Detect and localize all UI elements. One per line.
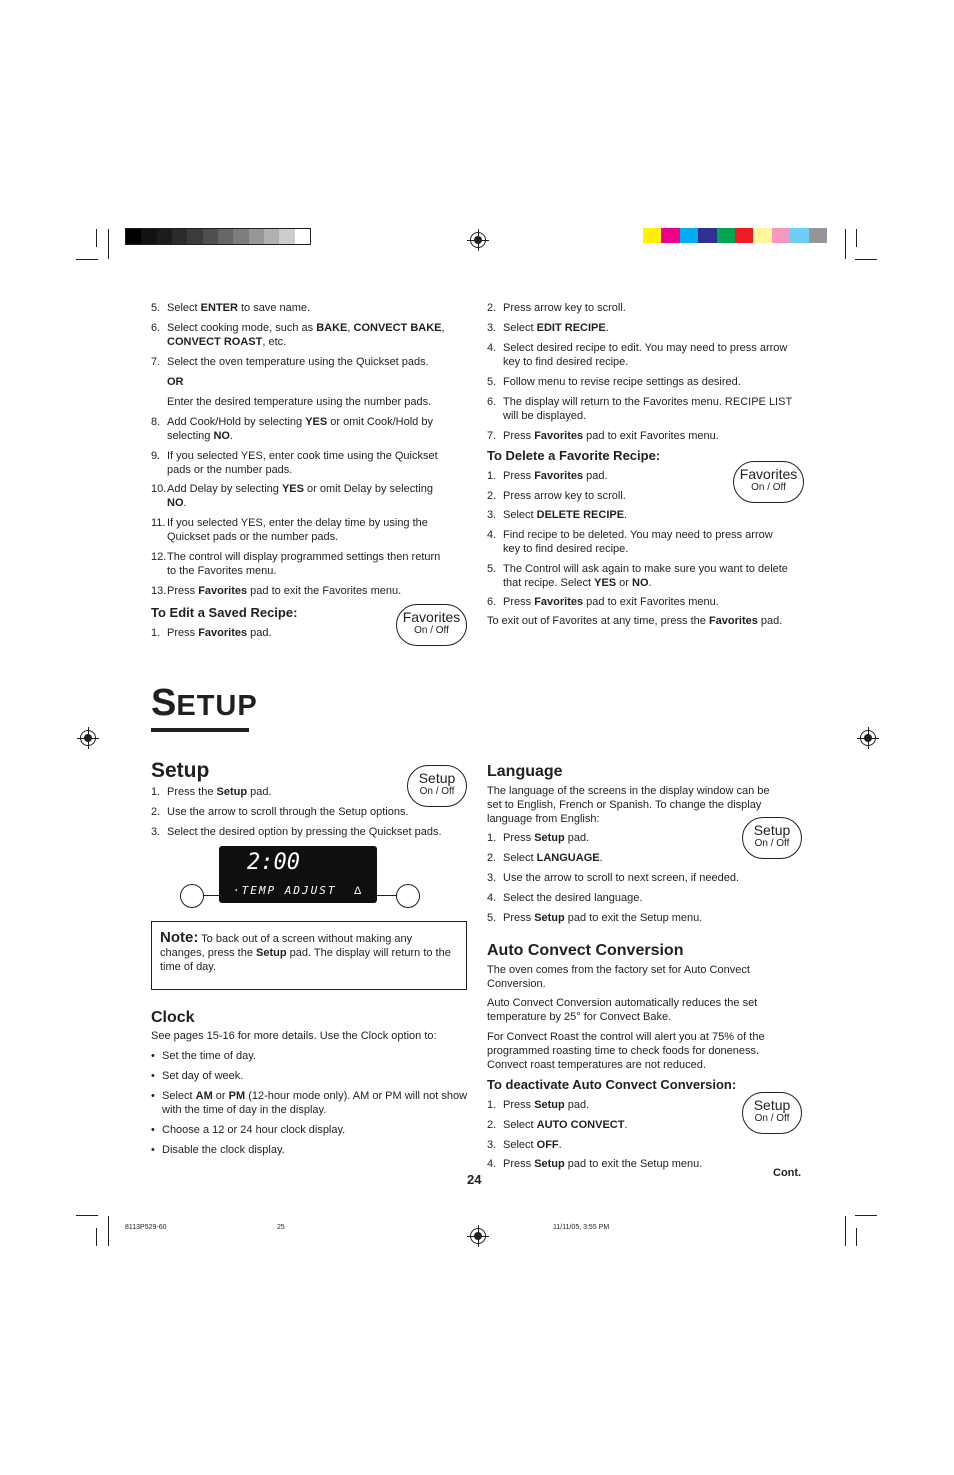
gray-calibration-bar bbox=[125, 228, 311, 245]
gray-swatch bbox=[172, 229, 188, 244]
item-text: Press arrow key to scroll. bbox=[503, 302, 626, 314]
bullet-icon: • bbox=[151, 1050, 155, 1062]
pad-sublabel: On / Off bbox=[419, 786, 455, 797]
list-item bbox=[151, 516, 451, 544]
item-text: Press Favorites pad to exit the Favorites menu. bbox=[167, 585, 402, 597]
item-number: 13. bbox=[151, 585, 167, 597]
item-number: 4. bbox=[487, 529, 497, 541]
gray-swatch bbox=[157, 229, 173, 244]
list-item bbox=[151, 805, 461, 819]
continued-label: Cont. bbox=[773, 1167, 802, 1179]
gray-swatch bbox=[264, 229, 280, 244]
gray-swatch bbox=[233, 229, 249, 244]
item-text: Press Setup pad to exit the Setup menu. bbox=[503, 1158, 703, 1170]
list-item bbox=[151, 449, 451, 477]
item-number: 1. bbox=[151, 786, 161, 798]
list-item bbox=[487, 528, 792, 556]
section-title-underline bbox=[151, 728, 249, 732]
pad-label: Setup bbox=[753, 822, 791, 838]
registration-mark-icon bbox=[470, 1228, 486, 1244]
display-message: ·TEMP ADJUST bbox=[233, 884, 337, 897]
list-item bbox=[487, 562, 792, 590]
list-item bbox=[151, 395, 451, 409]
item-number: 5. bbox=[151, 302, 161, 314]
gray-swatch bbox=[187, 229, 203, 244]
item-text: Select LANGUAGE. bbox=[503, 852, 603, 864]
item-text: Add Delay by selecting YES or omit Delay by selecting NO. bbox=[167, 483, 433, 509]
color-swatch bbox=[661, 228, 680, 243]
item-text: Select AM or PM (12-hour mode only). AM or PM will not show with the time of day in the display. bbox=[162, 1090, 468, 1116]
item-text: Select DELETE RECIPE. bbox=[503, 509, 628, 521]
item-number: 7. bbox=[487, 430, 497, 442]
auto-convect-p1: The oven comes from the factory set for Auto Convect Conversion. bbox=[487, 964, 750, 990]
item-text: If you selected YES, enter the delay time by using the Quickset pads or the number pads. bbox=[167, 517, 428, 543]
list-item bbox=[487, 395, 807, 423]
color-swatch bbox=[643, 228, 662, 243]
display-connector-line bbox=[377, 895, 396, 896]
item-number: 8. bbox=[151, 416, 161, 428]
bullet-item bbox=[151, 1143, 471, 1157]
item-text: Press Setup pad. bbox=[503, 1099, 590, 1111]
item-number: 2. bbox=[487, 490, 497, 502]
slug-page: 25 bbox=[277, 1224, 285, 1231]
list-item bbox=[487, 301, 807, 315]
item-number: 5. bbox=[487, 376, 497, 388]
item-text: Press Favorites pad to exit Favorites menu. bbox=[503, 596, 719, 608]
gray-swatch bbox=[279, 229, 295, 244]
item-text: Press Favorites pad. bbox=[167, 627, 272, 639]
bullet-item bbox=[151, 1123, 471, 1137]
item-text: Use the arrow to scroll to next screen, if needed. bbox=[503, 872, 740, 884]
section-title-rest: ETUP bbox=[176, 690, 258, 722]
display-connector-line bbox=[204, 895, 219, 896]
item-text: Enter the desired temperature using the number pads. bbox=[167, 396, 432, 408]
item-text: If you selected YES, enter cook time using the Quickset pads or the number pads. bbox=[167, 450, 438, 476]
section-title-initial: S bbox=[151, 682, 177, 724]
registration-mark-icon bbox=[80, 730, 96, 746]
pad-sublabel: On / Off bbox=[751, 482, 786, 493]
item-number: 1. bbox=[487, 1099, 497, 1111]
list-item bbox=[487, 429, 807, 443]
pad-label: Favorites bbox=[402, 609, 461, 625]
list-item bbox=[487, 911, 787, 925]
item-number: 2. bbox=[487, 302, 497, 314]
item-text: Select the oven temperature using the Quickset pads. bbox=[167, 356, 429, 368]
item-number: 1. bbox=[487, 470, 497, 482]
item-number: 9. bbox=[151, 450, 161, 462]
language-heading: Language bbox=[487, 763, 563, 780]
gray-swatch bbox=[249, 229, 265, 244]
list-item bbox=[487, 341, 807, 369]
item-text: The control will display programmed settings then return to the Favorites menu. bbox=[167, 551, 441, 577]
item-text: Select cooking mode, such as BAKE, CONVECT BAKE, CONVECT ROAST, etc. bbox=[167, 322, 445, 348]
color-swatch bbox=[809, 228, 828, 243]
item-number: 5. bbox=[487, 563, 497, 575]
item-number: 2. bbox=[151, 806, 161, 818]
item-text: The Control will ask again to make sure you want to delete that recipe. Select YES or NO. bbox=[503, 563, 788, 589]
color-swatch bbox=[680, 228, 699, 243]
item-number: 3. bbox=[487, 322, 497, 334]
auto-convect-heading: Auto Convect Conversion bbox=[487, 942, 684, 959]
item-number: 4. bbox=[487, 342, 497, 354]
page-number: 24 bbox=[467, 1172, 482, 1187]
item-text: Select EDIT RECIPE. bbox=[503, 322, 609, 334]
item-number: 3. bbox=[151, 826, 161, 838]
color-swatch bbox=[772, 228, 791, 243]
list-item bbox=[151, 825, 461, 839]
exit-favorites-note: To exit out of Favorites at any time, press the Favorites pad. bbox=[487, 615, 783, 627]
gray-swatch bbox=[203, 229, 219, 244]
list-item bbox=[151, 321, 451, 349]
auto-convect-p3: For Convect Roast the control will alert you at 75% of the programmed roasting time to check foods for doneness. Convect roast temperatures are not reduced. bbox=[487, 1031, 765, 1071]
display-time: 2:00 bbox=[247, 850, 300, 875]
pad-sublabel: On / Off bbox=[754, 1113, 790, 1124]
favorites-on-off-button[interactable] bbox=[396, 604, 467, 646]
right-quickset-button[interactable] bbox=[396, 884, 420, 908]
item-number: 6. bbox=[151, 322, 161, 334]
deactivate-heading: To deactivate Auto Convect Conversion: bbox=[487, 1077, 737, 1092]
list-item bbox=[151, 584, 451, 598]
list-item bbox=[151, 415, 451, 443]
list-item bbox=[151, 626, 391, 640]
item-text: Find recipe to be deleted. You may need to press arrow key to find desired recipe. bbox=[503, 529, 773, 555]
list-item bbox=[151, 550, 451, 578]
item-text: Press Favorites pad. bbox=[503, 470, 608, 482]
item-number: 4. bbox=[487, 892, 497, 904]
item-text: The display will return to the Favorites menu. RECIPE LIST will be displayed. bbox=[503, 396, 792, 422]
list-item bbox=[487, 1118, 767, 1132]
item-text: Select OFF. bbox=[503, 1139, 562, 1151]
list-item bbox=[487, 1098, 767, 1112]
bullet-icon: • bbox=[151, 1070, 155, 1082]
slug-date: 11/11/05, 3:55 PM bbox=[553, 1224, 610, 1231]
list-item bbox=[487, 508, 792, 522]
item-text: Press the Setup pad. bbox=[167, 786, 272, 798]
delete-favorite-heading: To Delete a Favorite Recipe: bbox=[487, 448, 661, 463]
note-text: To back out of a screen without making any changes, press the Setup pad. The display will return to the time of day. bbox=[160, 933, 451, 973]
list-item bbox=[487, 321, 807, 335]
color-swatch bbox=[753, 228, 772, 243]
gray-swatch bbox=[141, 229, 157, 244]
registration-mark-icon bbox=[860, 730, 876, 746]
bullet-item bbox=[151, 1069, 471, 1083]
favorites-on-off-button[interactable] bbox=[733, 461, 804, 503]
pad-label: Favorites bbox=[739, 466, 798, 482]
item-number: 11. bbox=[151, 517, 166, 529]
item-number: 6. bbox=[487, 396, 497, 408]
item-number: 4. bbox=[487, 1158, 497, 1170]
bullet-icon: • bbox=[151, 1144, 155, 1156]
list-item bbox=[487, 1157, 767, 1171]
item-text: Disable the clock display. bbox=[162, 1144, 285, 1156]
color-swatch bbox=[698, 228, 717, 243]
item-number: 12. bbox=[151, 551, 167, 563]
item-text: Choose a 12 or 24 hour clock display. bbox=[162, 1124, 346, 1136]
item-number: 2. bbox=[487, 852, 497, 864]
item-text: OR bbox=[167, 376, 184, 388]
item-number: 3. bbox=[487, 872, 497, 884]
edit-saved-recipe-heading: To Edit a Saved Recipe: bbox=[151, 605, 298, 620]
list-item bbox=[487, 595, 792, 609]
bullet-icon: • bbox=[151, 1090, 155, 1102]
list-item bbox=[151, 355, 451, 369]
color-swatch bbox=[717, 228, 736, 243]
oven-display-panel bbox=[219, 846, 377, 903]
note-box bbox=[151, 921, 467, 990]
setup-heading: Setup bbox=[151, 759, 210, 782]
item-text: Add Cook/Hold by selecting YES or omit Cook/Hold by selecting NO. bbox=[167, 416, 433, 442]
item-text: Select ENTER to save name. bbox=[167, 302, 311, 314]
item-text: Press Favorites pad to exit Favorites menu. bbox=[503, 430, 719, 442]
item-number: 1. bbox=[151, 627, 161, 639]
list-item bbox=[487, 375, 807, 389]
display-arrow-indicator: Δ bbox=[354, 885, 362, 897]
color-calibration-bar bbox=[643, 228, 827, 243]
item-number: 1. bbox=[487, 832, 497, 844]
gray-swatch bbox=[295, 229, 311, 244]
gray-swatch bbox=[126, 229, 142, 244]
pad-label: Setup bbox=[418, 770, 456, 786]
item-text: Set day of week. bbox=[162, 1070, 244, 1082]
list-item bbox=[487, 891, 787, 905]
list-item bbox=[151, 785, 461, 799]
item-number: 2. bbox=[487, 1119, 497, 1131]
item-text: Select desired recipe to edit. You may need to press arrow key to find desired recipe. bbox=[503, 342, 788, 368]
bullet-icon: • bbox=[151, 1124, 155, 1136]
item-text: Use the arrow to scroll through the Setup options. bbox=[167, 806, 409, 818]
item-number: 10. bbox=[151, 483, 167, 495]
auto-convect-p2: Auto Convect Conversion automatically reduces the set temperature by 25° for Convect Bake. bbox=[487, 997, 758, 1023]
item-text: Press Setup pad to exit the Setup menu. bbox=[503, 912, 703, 924]
item-number: 5. bbox=[487, 912, 497, 924]
item-text: Press arrow key to scroll. bbox=[503, 490, 626, 502]
list-item bbox=[487, 871, 787, 885]
item-text: Select the desired option by pressing the Quickset pads. bbox=[167, 826, 442, 838]
item-text: Press Setup pad. bbox=[503, 832, 590, 844]
clock-heading: Clock bbox=[151, 1009, 195, 1026]
item-number: 3. bbox=[487, 1139, 497, 1151]
bullet-item bbox=[151, 1089, 471, 1117]
gray-swatch bbox=[218, 229, 234, 244]
pad-label: Setup bbox=[753, 1097, 791, 1113]
list-item bbox=[151, 301, 451, 315]
pad-sublabel: On / Off bbox=[414, 625, 449, 636]
color-swatch bbox=[735, 228, 754, 243]
slug-file-name: 8113P529-60 bbox=[125, 1224, 167, 1231]
item-text: Follow menu to revise recipe settings as desired. bbox=[503, 376, 741, 388]
registration-mark-icon bbox=[470, 232, 486, 248]
list-item bbox=[487, 831, 787, 845]
language-intro: The language of the screens in the display window can be set to English, French or Spanish. To change the display language from English: bbox=[487, 785, 770, 825]
color-swatch bbox=[790, 228, 809, 243]
clock-intro: See pages 15-16 for more details. Use the Clock option to: bbox=[151, 1030, 437, 1042]
bullet-item bbox=[151, 1049, 471, 1063]
list-item bbox=[487, 851, 787, 865]
pad-sublabel: On / Off bbox=[754, 838, 790, 849]
list-item bbox=[487, 1138, 767, 1152]
left-quickset-button[interactable] bbox=[180, 884, 204, 908]
list-item bbox=[151, 375, 451, 389]
item-number: 3. bbox=[487, 509, 497, 521]
section-title bbox=[151, 683, 258, 726]
note-label: Note: bbox=[160, 929, 199, 946]
item-number: 7. bbox=[151, 356, 161, 368]
item-text: Select AUTO CONVECT. bbox=[503, 1119, 628, 1131]
item-text: Set the time of day. bbox=[162, 1050, 256, 1062]
item-text: Select the desired language. bbox=[503, 892, 643, 904]
item-number: 6. bbox=[487, 596, 497, 608]
list-item bbox=[151, 482, 451, 510]
